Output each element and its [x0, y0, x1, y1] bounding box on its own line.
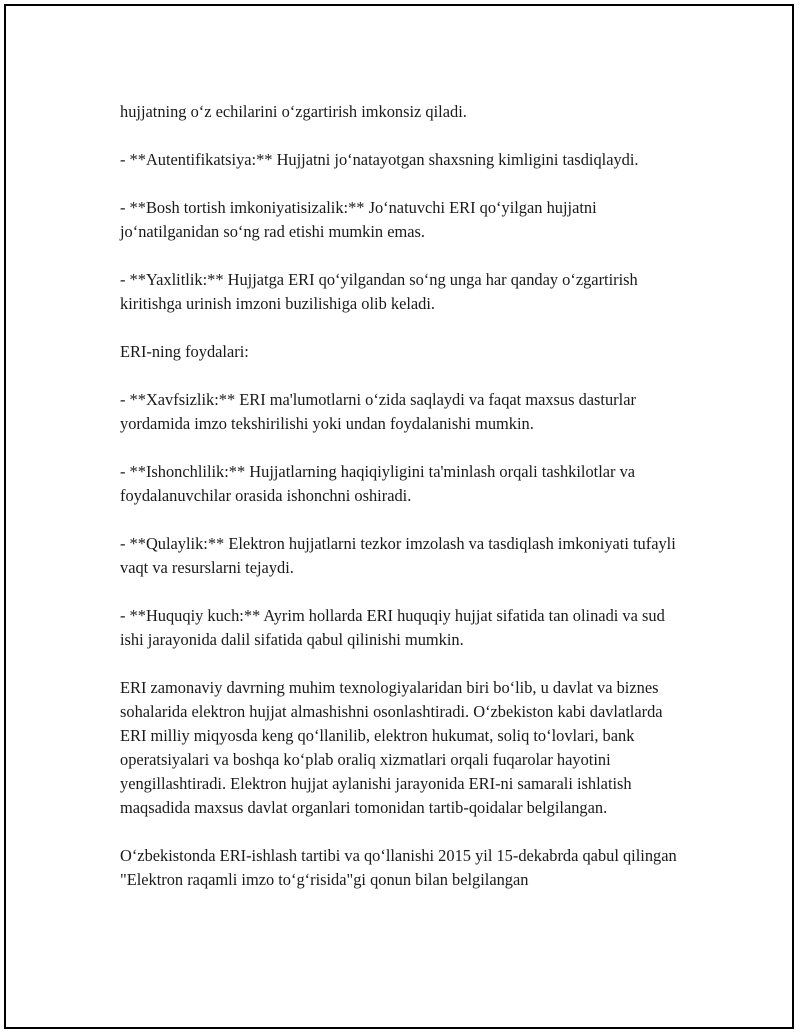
- paragraph-overview: ERI zamonaviy davrning muhim texnologiyalaridan biri bo‘lib, u davlat va biznes sohalarida elektron hujjat almashishni osonlashtiradi. O‘zbekiston kabi davlatlarda ERI milliy miqyosda keng qo‘llanilib, elektron hukumat, soliq to‘lovlari, bank operatsiyalari va boshqa ko‘plab oraliq xizmatlari orqali fuqarolar hayotini yengillashtiradi. Elektron hujjat aylanishi jarayonida ERI-ni samarali ishlatish maqsadida maxsus davlat organlari tomonidan tartib-qoidalar belgilangan.: [120, 678, 663, 817]
- paragraph-law: O‘zbekistonda ERI-ishlash tartibi va qo‘llanishi 2015 yil 15-dekabrda qabul qilingan "Elektron raqamli imzo to‘g‘risida"gi qonun bilan belgilangan: [120, 846, 677, 889]
- document-body: [120, 100, 690, 916]
- list-item-reliability: - **Ishonchlilik:** Hujjatlarning haqiqiyligini ta'minlash orqali tashkilotlar va foydalanuvchilar orasida ishonchni oshiradi.: [120, 462, 636, 505]
- list-item-convenience: - **Qulaylik:** Elektron hujjatlarni tezkor imzolash va tasdiqlash imkoniyati tufayli vaqt va resurslarni tejaydi.: [120, 534, 676, 577]
- list-item-authentication: - **Autentifikatsiya:** Hujjatni jo‘natayotgan shaxsning kimligini tasdiqlaydi.: [120, 150, 639, 169]
- list-item-non-repudiation: - **Bosh tortish imkoniyatisizalik:** Jo‘natuvchi ERI qo‘yilgan hujjatni jo‘natilganidan so‘ng rad etishi mumkin emas.: [120, 198, 597, 241]
- paragraph-continuation: hujjatning o‘z echilarini o‘zgartirish imkonsiz qiladi.: [120, 102, 467, 121]
- section-heading-benefits: ERI-ning foydalari:: [120, 342, 249, 361]
- list-item-legal-force: - **Huquqiy kuch:** Ayrim hollarda ERI huquqiy hujjat sifatida tan olinadi va sud ishi jarayonida dalil sifatida qabul qilinishi mumkin.: [120, 606, 665, 649]
- document-page: [4, 4, 794, 1029]
- list-item-security: - **Xavfsizlik:** ERI ma'lumotlarni o‘zida saqlaydi va faqat maxsus dasturlar yordamida imzo tekshirilishi yoki undan foydalanishi mumkin.: [120, 390, 636, 433]
- list-item-integrity: - **Yaxlitlik:** Hujjatga ERI qo‘yilgandan so‘ng unga har qanday o‘zgartirish kiritishga urinish imzoni buzilishiga olib keladi.: [120, 270, 638, 313]
